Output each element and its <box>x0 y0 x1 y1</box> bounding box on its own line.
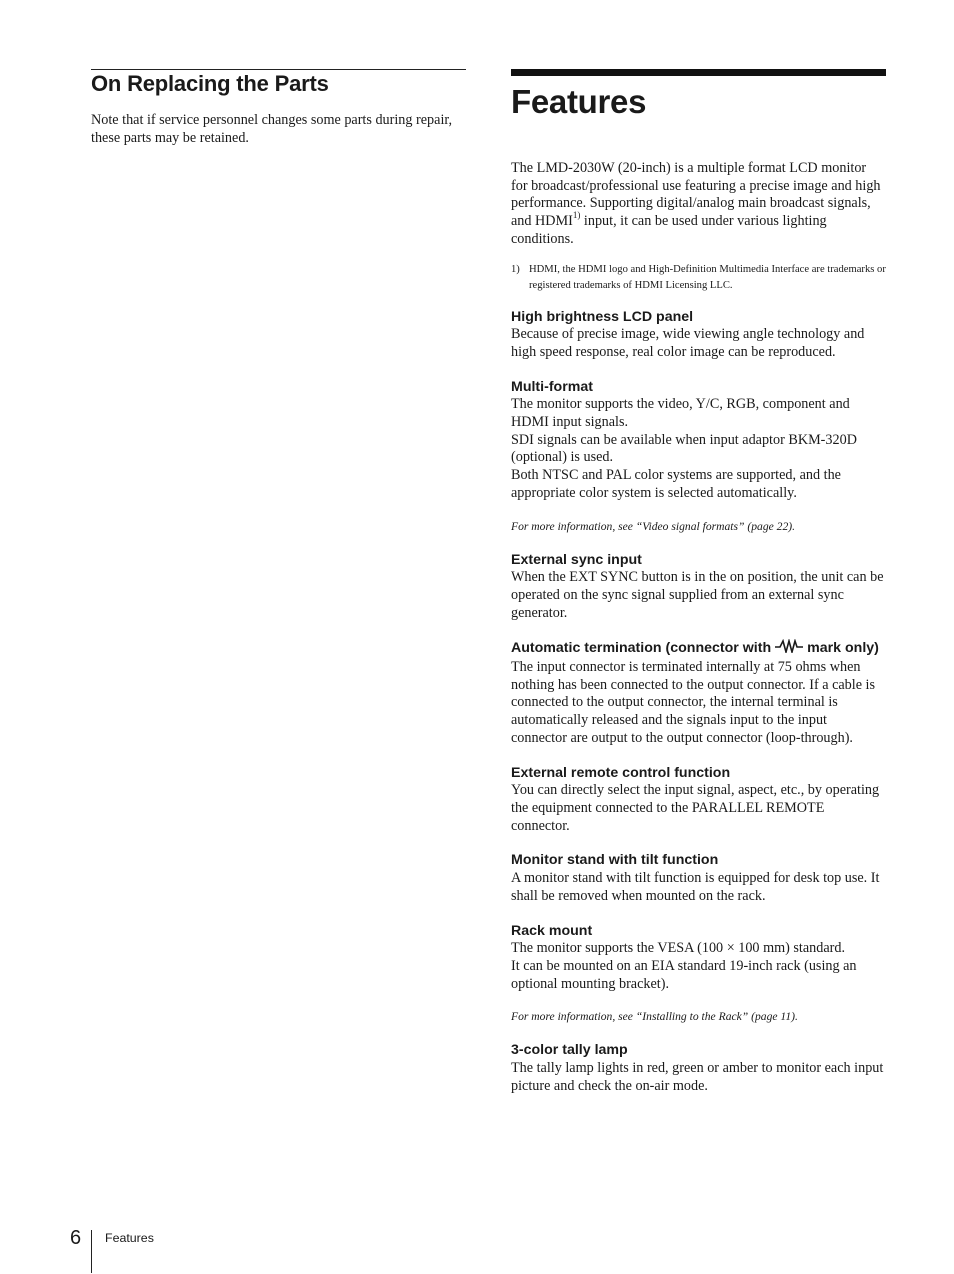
feature-heading-start: Automatic termination (connector with <box>511 640 772 657</box>
feature-section <box>511 379 886 535</box>
feature-heading: External remote control function <box>511 764 731 781</box>
feature-section <box>511 1042 886 1095</box>
feature-heading: High brightness LCD panel <box>511 308 694 325</box>
feature-heading: 3-color tally lamp <box>511 1042 628 1059</box>
feature-paragraph: Because of precise image, wide viewing angle technology and high speed response, real color image can be reproduced. <box>511 326 865 360</box>
footnote-text: HDMI, the HDMI logo and High-Definition Multimedia Interface are trademarks or registered trademarks of HDMI Licensing LLC. <box>529 263 886 291</box>
feature-paragraph: The tally lamp lights in red, green or amber to monitor each input picture and check the on-air mode. <box>511 1060 884 1094</box>
feature-section <box>511 852 886 905</box>
feature-section <box>511 765 886 836</box>
intro-text-end: input, it can be used under various lighting conditions. <box>511 213 827 247</box>
feature-paragraph: When the EXT SYNC button is in the on position, the unit can be operated on the sync signal supplied from an external sync generator. <box>511 569 884 621</box>
feature-paragraph: The input connector is terminated internally at 75 ohms when nothing has been connected to the output connector. If a cable is connected to the output connector, the internal terminal is automatically released and the signals input to the input connector are output to the output connector (loop-through). <box>511 659 876 746</box>
feature-heading: External sync input <box>511 551 642 568</box>
footnote-ref: 1) <box>572 210 581 221</box>
footnote <box>511 262 886 294</box>
feature-paragraph: Both NTSC and PAL color systems are supported, and the appropriate color system is selected automatically. <box>511 467 841 501</box>
feature-section <box>511 639 886 747</box>
footer-section-label: Features <box>105 1231 154 1245</box>
feature-section <box>511 309 886 362</box>
feature-paragraph: SDI signals can be available when input adaptor BKM-320D (optional) is used. <box>511 431 857 466</box>
feature-section <box>511 923 886 1026</box>
section-heading: On Replacing the Parts <box>91 71 329 96</box>
page-number: 6 <box>70 1227 82 1249</box>
title-rule <box>511 69 886 76</box>
section-body: Note that if service personnel changes some parts during repair, these parts may be retained. <box>91 112 453 146</box>
intro-paragraph <box>511 160 886 249</box>
right-column <box>511 69 886 1095</box>
feature-heading <box>511 639 886 659</box>
feature-heading: Multi-format <box>511 378 593 395</box>
termination-resistor-icon <box>775 639 803 659</box>
feature-heading: Rack mount <box>511 922 593 939</box>
feature-section <box>511 552 886 623</box>
feature-paragraph: A monitor stand with tilt function is equipped for desk top use. It shall be removed when mounted on the rack. <box>511 870 880 904</box>
feature-paragraph: You can directly select the input signal, aspect, etc., by operating the equipment connected to the PARALLEL REMOTE connector. <box>511 782 880 834</box>
footer-divider <box>91 1230 92 1273</box>
left-column <box>91 69 466 147</box>
feature-heading: Monitor stand with tilt function <box>511 852 719 869</box>
feature-paragraph: It can be mounted on an EIA standard 19-inch rack (using an optional mounting bracket). <box>511 957 857 992</box>
page-reference: For more information, see “Video signal formats” (page 22). <box>511 519 796 533</box>
feature-paragraph: The monitor supports the VESA (100 × 100 mm) standard. <box>511 940 846 957</box>
feature-heading-end: mark only) <box>807 640 879 657</box>
intro-text-start: The LMD-2030W (20-inch) is a multiple format LCD monitor for broadcast/professional use featuring a precise image and high performance. Supporting digital/analog main broadcast signals, and HDMI <box>511 160 881 230</box>
page-reference: For more information, see “Installing to the Rack” (page 11). <box>511 1010 798 1024</box>
page-title: Features <box>511 83 647 120</box>
feature-paragraph: The monitor supports the video, Y/C, RGB, component and HDMI input signals. <box>511 396 850 431</box>
footnote-number: 1) <box>511 263 520 275</box>
